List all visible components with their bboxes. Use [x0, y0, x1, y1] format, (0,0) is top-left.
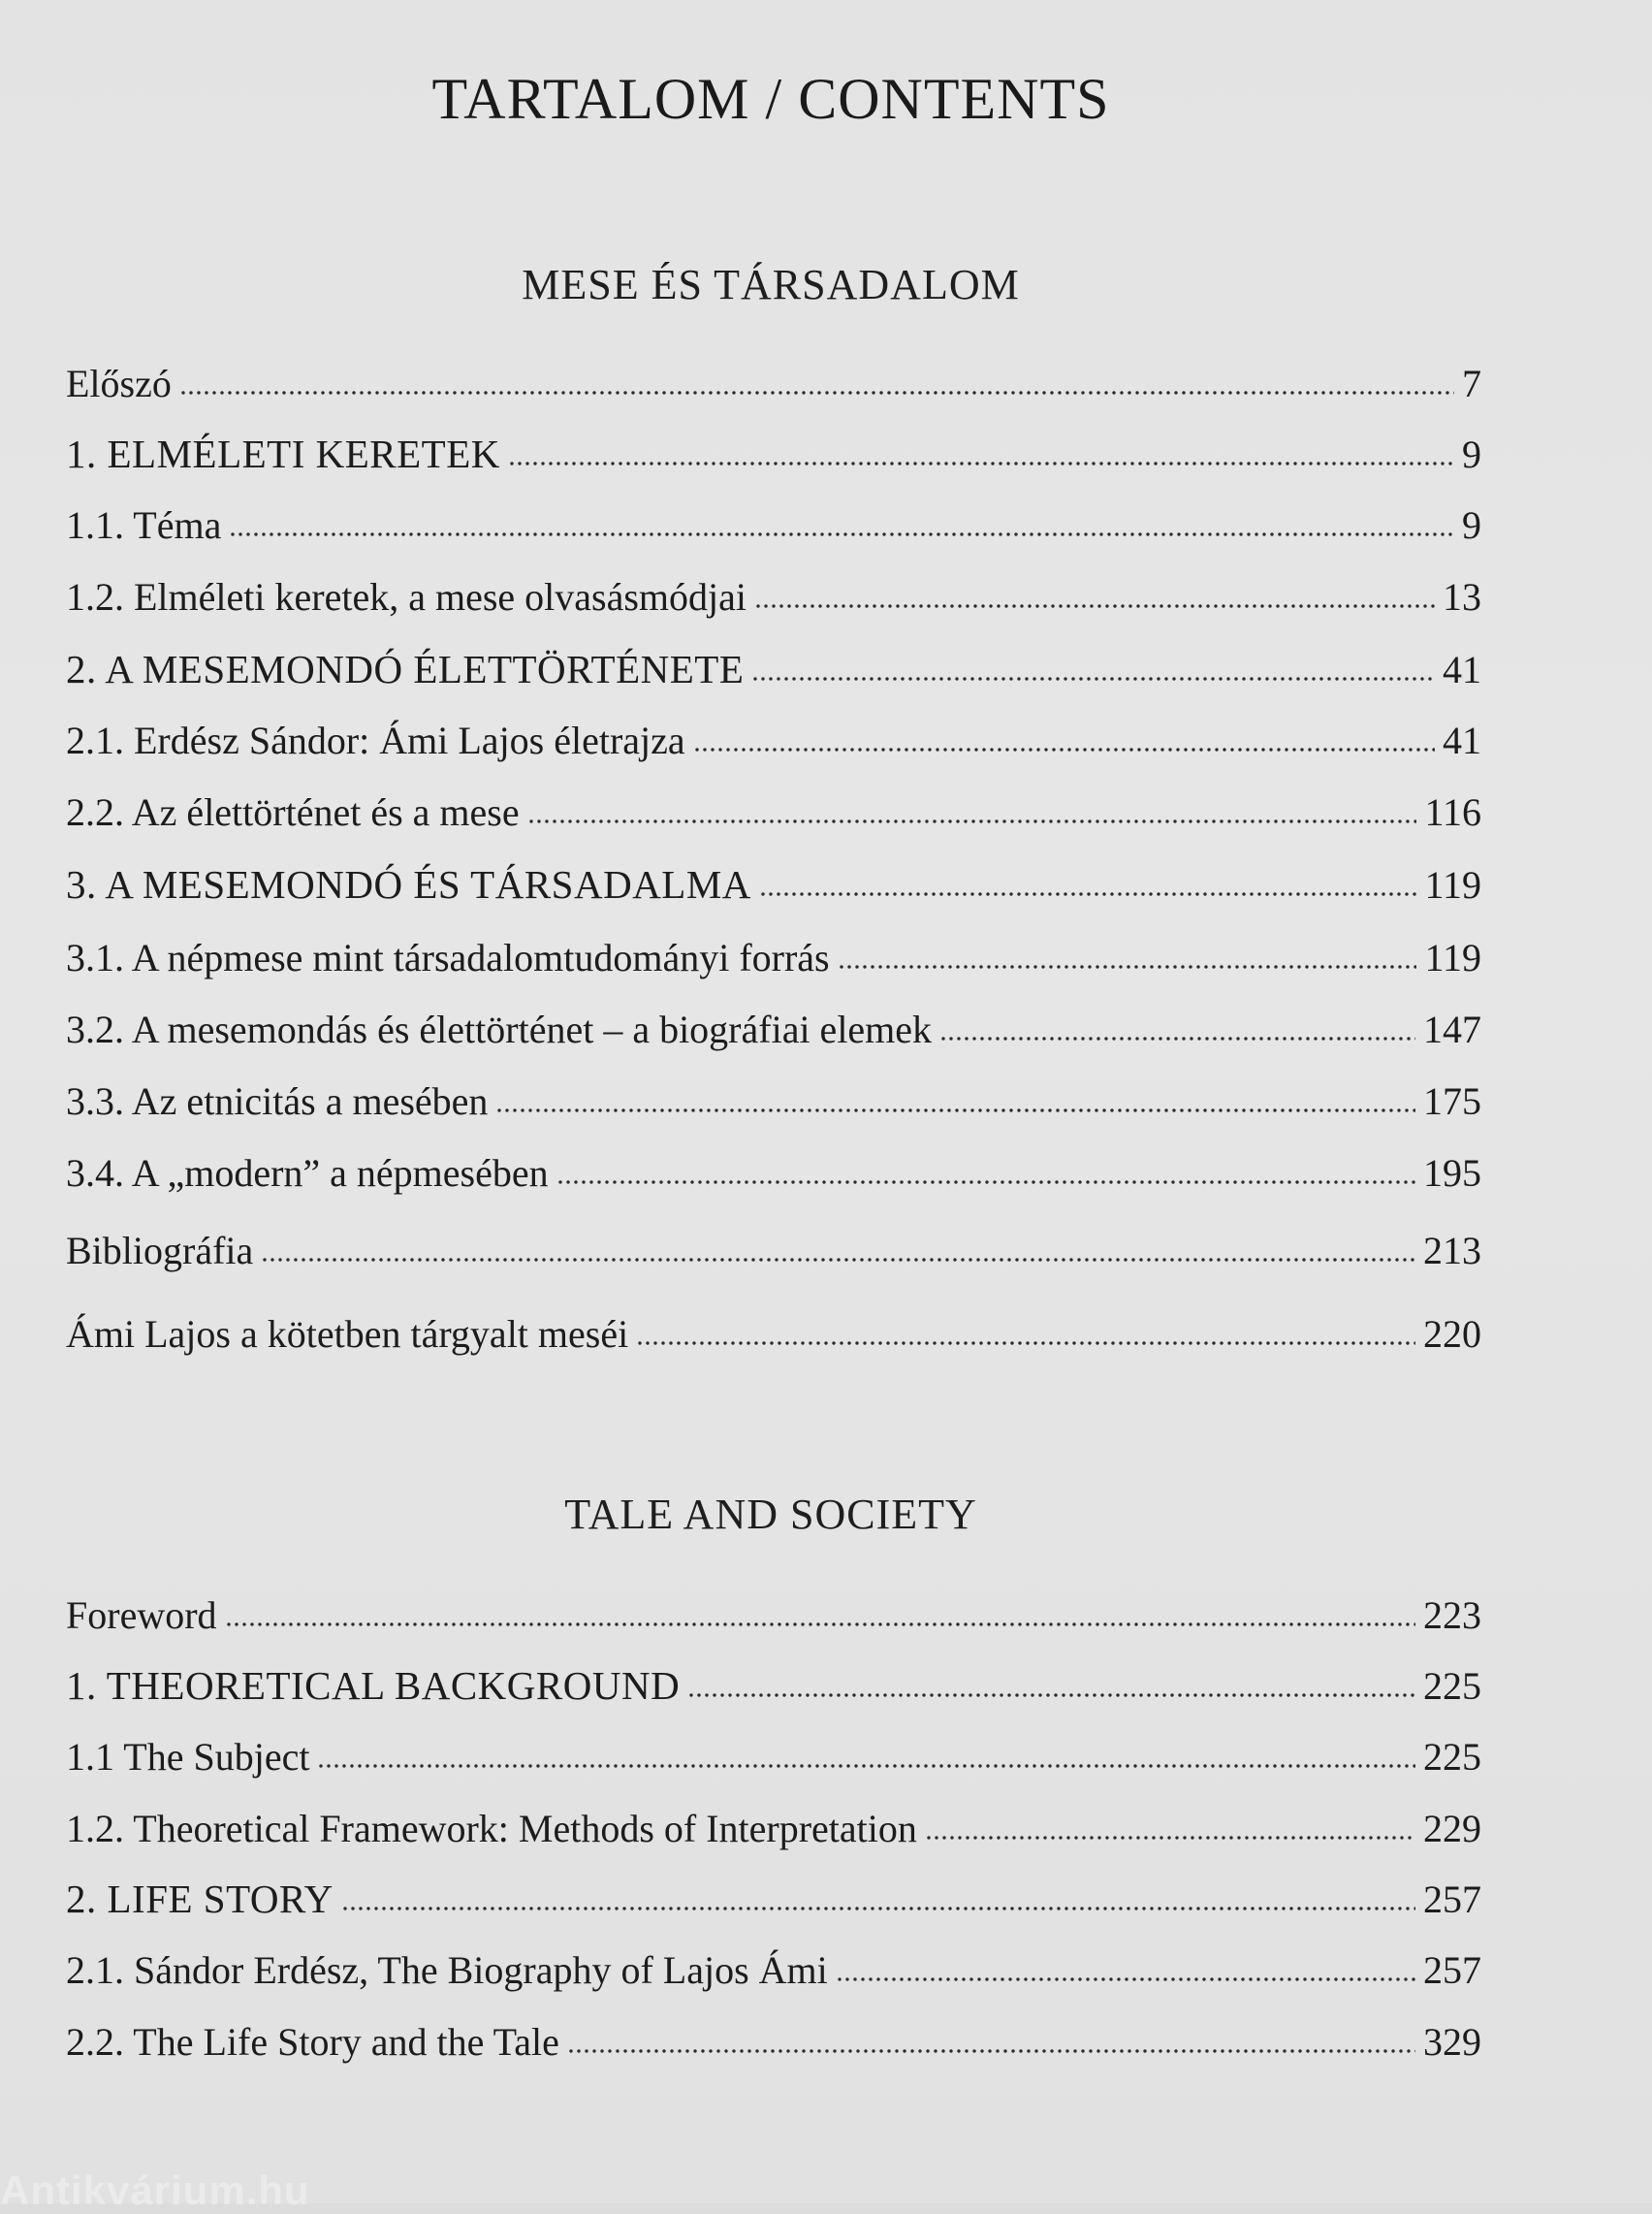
toc-entry-page-number: 329 [1423, 2020, 1481, 2064]
toc-entry-label: 1.2. Theoretical Framework: Methods of Interpretation [66, 1807, 917, 1850]
toc-entry [66, 1876, 1481, 1922]
dot-leader [229, 530, 1454, 538]
toc-entry-label: Foreword [66, 1593, 217, 1637]
toc-entry [66, 1078, 1481, 1124]
toc-entry-label: 1.1 The Subject [66, 1735, 310, 1779]
dot-leader [687, 1691, 1415, 1699]
dot-leader [693, 746, 1435, 754]
dot-leader [179, 389, 1454, 397]
toc-entry-page-number: 7 [1462, 362, 1481, 405]
dot-leader [754, 602, 1435, 610]
toc-entry [66, 1947, 1481, 1993]
toc-entry-page-number: 119 [1424, 936, 1481, 979]
page-title: TARTALOM / CONTENTS [431, 67, 1110, 131]
toc-entry [66, 861, 1481, 908]
toc-entry-label: 2.1. Erdész Sándor: Ámi Lajos életrajza [66, 719, 685, 762]
toc-entry-page-number: 225 [1423, 1664, 1481, 1708]
toc-entry [66, 1150, 1481, 1196]
toc-entry [66, 361, 1481, 406]
dot-leader [508, 460, 1454, 467]
toc-entry [66, 789, 1481, 835]
dot-leader [939, 1035, 1415, 1043]
toc-entry [66, 1806, 1481, 1851]
toc-entry [66, 574, 1481, 620]
toc-entry [66, 646, 1481, 692]
dot-leader [751, 675, 1435, 683]
toc-entry-page-number: 41 [1443, 648, 1481, 691]
dot-leader [636, 1339, 1415, 1347]
dot-leader [836, 1975, 1415, 1983]
toc-entry-page-number: 119 [1424, 863, 1481, 907]
toc-entry-page-number: 257 [1423, 1948, 1481, 1992]
toc-entry-label: 3.3. Az etnicitás a mesében [66, 1079, 489, 1123]
toc-entry-label: 1.1. Téma [66, 503, 222, 547]
toc-entry-page-number: 116 [1424, 790, 1481, 834]
toc-entry-label: 2.2. The Life Story and the Tale [66, 2020, 559, 2064]
dot-leader [527, 818, 1417, 825]
toc-entry-label: 3.2. A mesemondás és élettörténet – a biográfiai elemek [66, 1008, 933, 1051]
toc-entry-page-number: 147 [1423, 1008, 1481, 1051]
toc-entry [66, 1662, 1481, 1709]
dot-leader [225, 1620, 1415, 1628]
toc-entry [66, 1592, 1481, 1638]
dot-leader [261, 1256, 1415, 1264]
toc-entry-page-number: 229 [1423, 1807, 1481, 1850]
dot-leader [556, 1178, 1415, 1186]
toc-entry-page-number: 225 [1423, 1735, 1481, 1779]
toc-entry-label: 2.2. Az élettörténet és a mese [66, 790, 520, 834]
toc-entry-page-number: 223 [1423, 1593, 1481, 1637]
watermark-text: Antikvárium.hu [0, 2167, 310, 2213]
toc-entry-page-number: 41 [1443, 719, 1481, 762]
toc-entry-label: 3.1. A népmese mint társadalomtudományi forrás [66, 936, 830, 979]
dot-leader [317, 1762, 1415, 1770]
toc-entry [66, 1228, 1481, 1273]
toc-entry-label: Ámi Lajos a kötetben tárgyalt meséi [66, 1312, 629, 1356]
toc-entry [66, 431, 1481, 477]
toc-entry [66, 935, 1481, 980]
section-title-hungarian: MESE ÉS TÁRSADALOM [522, 261, 1020, 308]
dot-leader [925, 1834, 1415, 1842]
toc-entry [66, 502, 1481, 548]
toc-entry [66, 2019, 1481, 2065]
toc-entry-page-number: 213 [1423, 1229, 1481, 1272]
toc-entry-page-number: 175 [1423, 1079, 1481, 1123]
toc-entry-page-number: 257 [1423, 1877, 1481, 1921]
toc-entry-label: 3. A MESEMONDÓ ÉS TÁRSADALMA [66, 862, 751, 907]
dot-leader [495, 1107, 1415, 1114]
dot-leader [759, 890, 1417, 898]
toc-entry-page-number: 195 [1423, 1151, 1481, 1195]
toc-entry [66, 1734, 1481, 1780]
toc-entry-label: 2. LIFE STORY [66, 1877, 334, 1921]
toc-entry-page-number: 220 [1423, 1312, 1481, 1356]
dot-leader [838, 963, 1417, 971]
toc-entry-label: 2. A MESEMONDÓ ÉLETTÖRTÉNETE [66, 647, 745, 691]
toc-entry-label: 1.2. Elméleti keretek, a mese olvasásmódjai [66, 575, 747, 619]
dot-leader [341, 1905, 1415, 1912]
toc-entry-label: 3.4. A „modern” a népmesében [66, 1151, 549, 1195]
toc-entry [66, 1311, 1481, 1357]
toc-entry-label: 2.1. Sándor Erdész, The Biography of Lajos Ámi [66, 1948, 828, 1992]
toc-entry-label: Bibliográfia [66, 1229, 254, 1272]
toc-entry [66, 1007, 1481, 1052]
toc-entry-label: Előszó [66, 362, 172, 405]
section-title-english: TALE AND SOCIETY [564, 1491, 977, 1538]
toc-entry-page-number: 13 [1443, 575, 1481, 619]
toc-entry-page-number: 9 [1462, 503, 1481, 547]
toc-entry [66, 718, 1481, 763]
toc-entry-label: 1. THEORETICAL BACKGROUND [66, 1663, 681, 1708]
toc-entry-page-number: 9 [1462, 433, 1481, 476]
dot-leader [567, 2047, 1415, 2055]
toc-entry-label: 1. ELMÉLETI KERETEK [66, 432, 500, 476]
